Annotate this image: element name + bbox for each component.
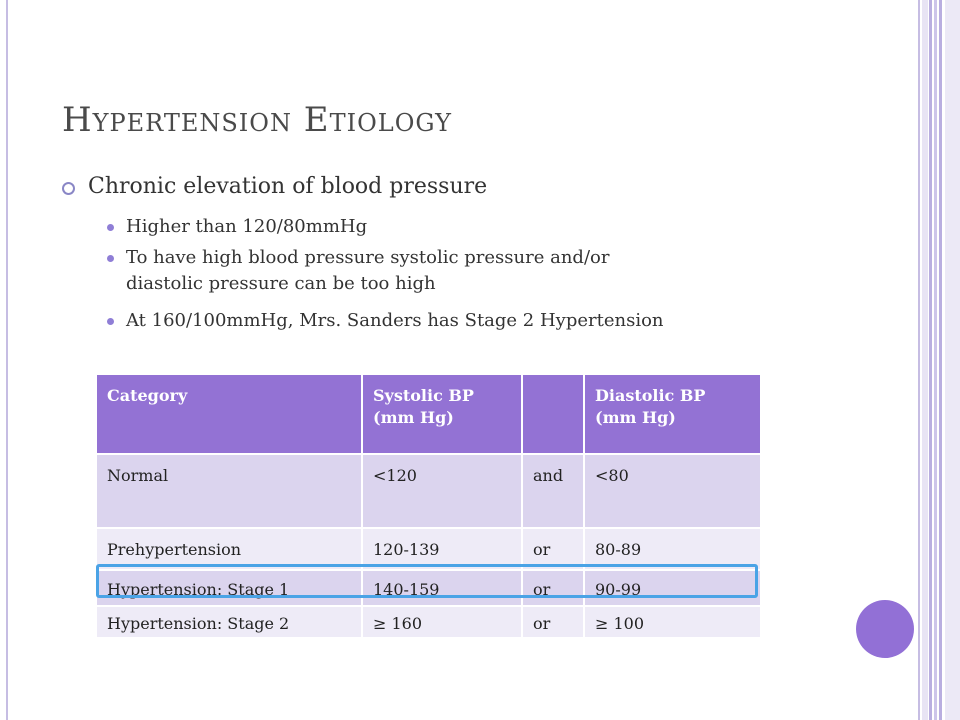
cell-systolic: 120-139	[362, 528, 522, 570]
bullet-dot-icon	[107, 255, 114, 262]
decorative-circle	[856, 600, 914, 658]
frame-line-right	[918, 0, 920, 720]
slide-title: HYPERTENSION ETIOLOGY	[62, 100, 452, 140]
header-connector	[522, 375, 584, 454]
sub-bullet-1: Higher than 120/80mmHg	[126, 216, 368, 237]
sub-bullet-2-line1: To have high blood pressure systolic pressure and/or	[126, 247, 610, 268]
cell-systolic: ≥ 160	[362, 606, 522, 637]
header-diastolic: Diastolic BP (mm Hg)	[584, 375, 761, 454]
cell-connector: or	[522, 606, 584, 637]
cell-diastolic: <80	[584, 454, 761, 528]
sub-bullet-2-line2: diastolic pressure can be too high	[126, 273, 436, 294]
cell-category: Hypertension: Stage 2	[97, 606, 362, 637]
bullet-dot-icon	[107, 224, 114, 231]
cell-category: Normal	[97, 454, 362, 528]
cell-systolic: <120	[362, 454, 522, 528]
cell-connector: or	[522, 570, 584, 606]
table-row	[97, 606, 761, 637]
sub-bullet-3: At 160/100mmHg, Mrs. Sanders has Stage 2 Hypertension	[126, 310, 664, 331]
bullet-circle-icon	[62, 182, 75, 195]
table-row	[97, 454, 761, 528]
cell-systolic: 140-159	[362, 570, 522, 606]
cell-category: Prehypertension	[97, 528, 362, 570]
cell-connector: and	[522, 454, 584, 528]
decor-stripe	[929, 0, 932, 720]
cell-diastolic: 80-89	[584, 528, 761, 570]
bullet-dot-icon	[107, 318, 114, 325]
bullet-main: Chronic elevation of blood pressure	[88, 174, 488, 199]
header-systolic: Systolic BP (mm Hg)	[362, 375, 522, 454]
selection-highlight-box	[96, 564, 758, 598]
cell-category: Hypertension: Stage 1	[97, 570, 362, 606]
decor-stripe	[922, 0, 928, 720]
header-category: Category	[97, 375, 362, 454]
decor-stripe	[939, 0, 942, 720]
cell-diastolic: 90-99	[584, 570, 761, 606]
cell-diastolic: ≥ 100	[584, 606, 761, 637]
decor-stripe	[945, 0, 960, 720]
decor-stripe	[934, 0, 937, 720]
frame-line-left	[6, 0, 8, 720]
cell-connector: or	[522, 528, 584, 570]
